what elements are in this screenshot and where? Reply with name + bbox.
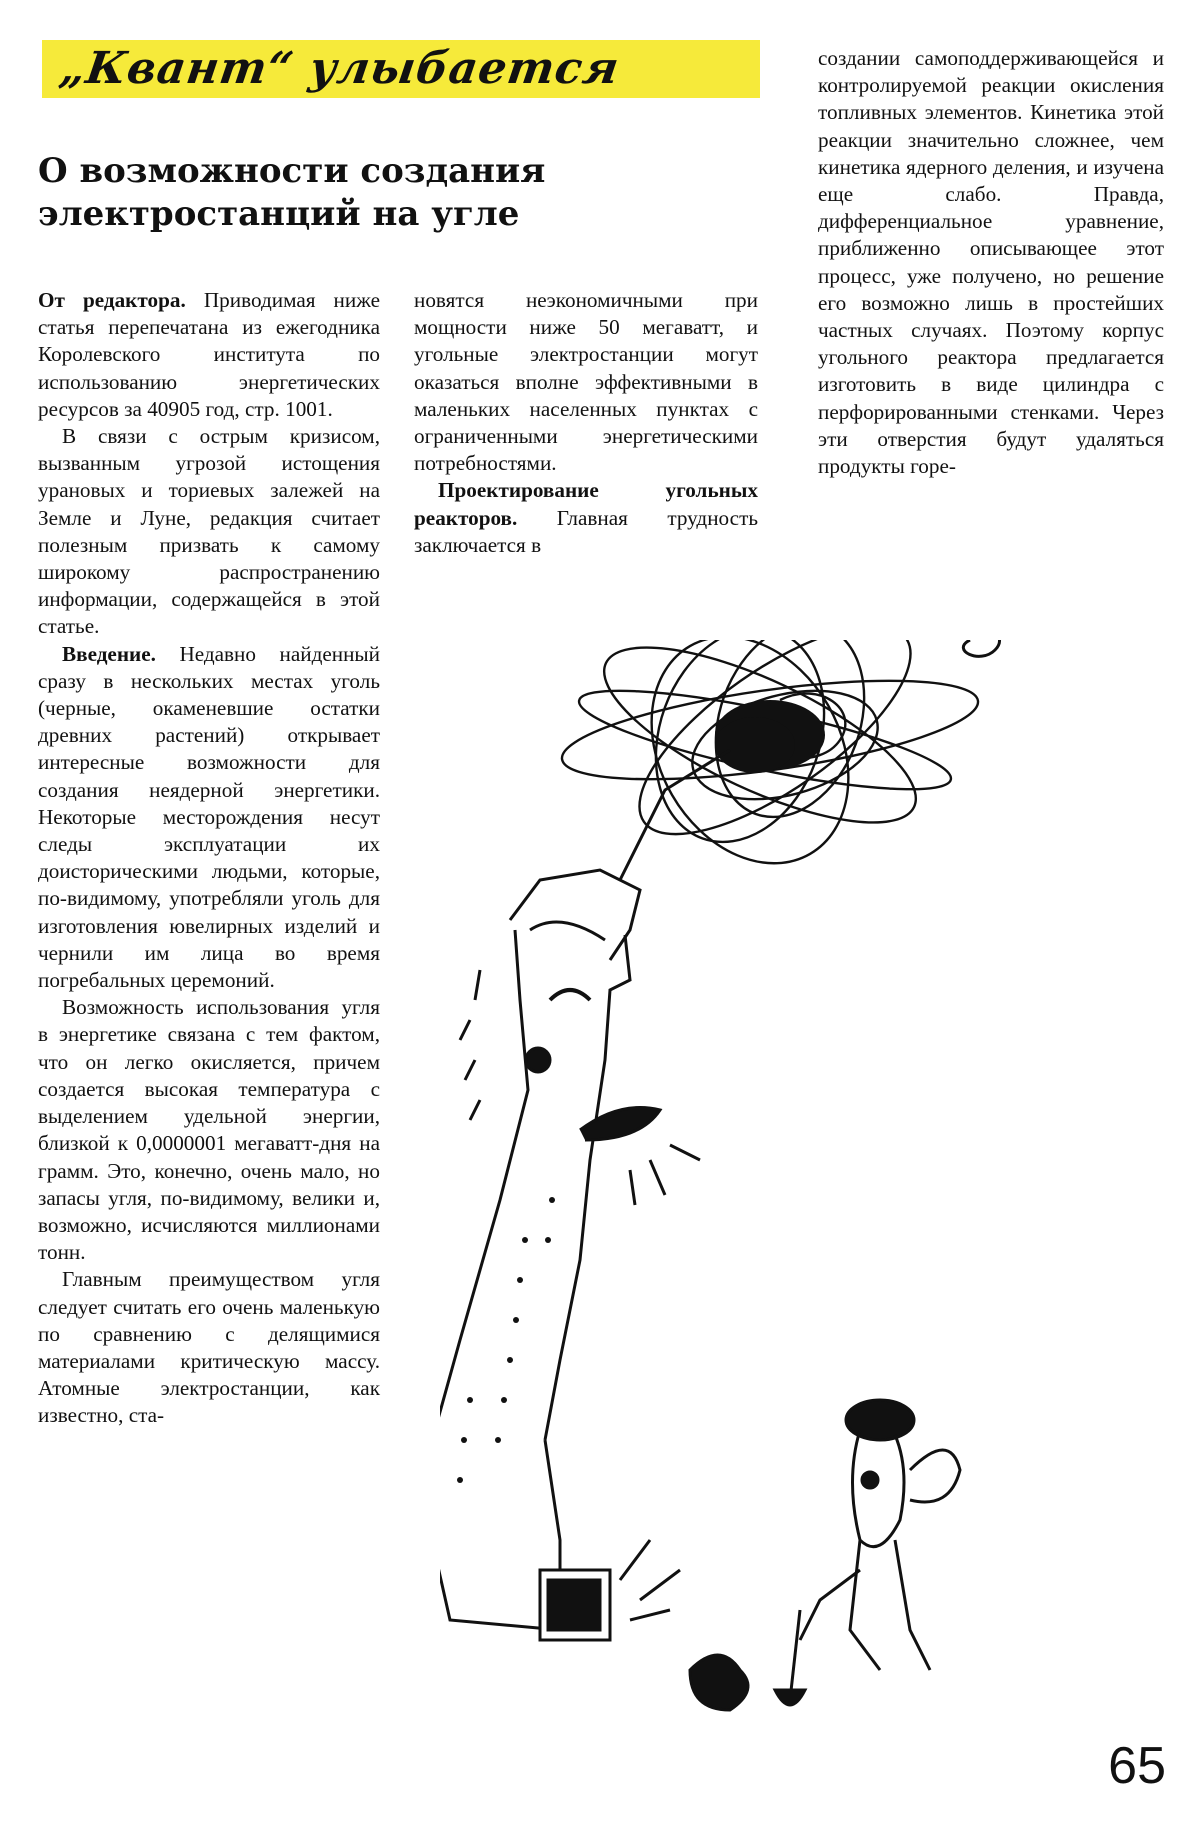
text-column-2	[414, 287, 758, 559]
introduction-text: Недавно найденный сразу в нескольких местах уголь (черные, окаменевшие остатки древних растений) открывает интересные возможности для создания неядерной энергетики. Некоторые месторождения несут следы эксплуатации их доисторическими людьми, которые, по-видимому, употребляли уголь для изготовления ювелирных изделий и чернили им лица во время погребальных церемоний.	[38, 641, 380, 993]
section-banner	[42, 40, 760, 98]
chimney-figure	[440, 750, 730, 1630]
advantage-paragraph: Главным преимуществом угля следует считать его очень маленькую по сравнению с делящимися материалами критическую массу. Атомные электростанции, как известно, ста-	[38, 1267, 380, 1428]
economics-paragraph: новятся неэкономичными при мощности ниже 50 мегаватт, и угольные электростанции могут оказаться вполне эффективными в маленьких населенных пунктах с ограниченными энергетическими потребностями.	[414, 288, 758, 476]
crisis-paragraph: В связи с острым кризисом, вызванным угрозой истощения урановых и ториевых залежей на Земле и Луне, редакция считает полезным призвать к самому широкому распространению информации, содержащейся в этой статье.	[38, 424, 380, 639]
cartoon-illustration	[440, 640, 1180, 1740]
design-text: Главная трудность заключается в	[414, 505, 758, 557]
article-title-line-2: электростанций на угле	[38, 194, 520, 234]
text-column-3	[818, 45, 1164, 480]
editor-note-text: Приводимая ниже статья перепечатана из ежегодника Королевского института по использованию энергетических ресурсов за 40905 год, стр. 1001.	[38, 288, 380, 421]
energy-paragraph: Возможность использования угля в энергетике связана с тем фактом, что он легко окисляется, причем создается высокая температура с выделением удельной энергии, близкой к 0,0000001 мегаватт-дня на грамм. Это, конечно, очень мало, но запасы угля, по-видимому, велики и, возможно, исчисляются миллионами тонн.	[38, 995, 380, 1265]
text-column-1	[38, 287, 380, 1430]
article-title-line-1: О возможности создания	[38, 151, 546, 191]
editor-note-paragraph	[38, 287, 380, 423]
introduction-lead: Введение.	[62, 641, 156, 666]
page-number: 65	[1108, 1737, 1166, 1795]
article-title	[38, 150, 598, 236]
section-banner-title: „Квант“ улыбается	[56, 43, 623, 94]
reaction-paragraph: создании самоподдерживающейся и контролируемой реакции окисления топливных элементов. Кинетика этой реакции значительно сложнее, чем кинетика ядерного деления, и изучена еще слабо. Правда, дифференциальное уравнение, приближенно описывающее этот процесс, уже получено, но решение его возможно лишь в простейших частных случаях. Поэтому корпус угольного реактора предлагается изготовить в виде цилиндра с перфорированными стенками. Через эти отверстия будут удаляться продукты горе-	[818, 46, 1164, 479]
design-lead: Проектирование угольных реакторов.	[414, 478, 758, 530]
editor-note-lead: От редактора.	[38, 288, 186, 312]
stoker-figure	[690, 1400, 960, 1710]
chimney-perforations	[457, 1197, 555, 1483]
introduction-paragraph	[38, 641, 380, 995]
smoke-core	[715, 700, 825, 773]
design-paragraph	[414, 477, 758, 559]
